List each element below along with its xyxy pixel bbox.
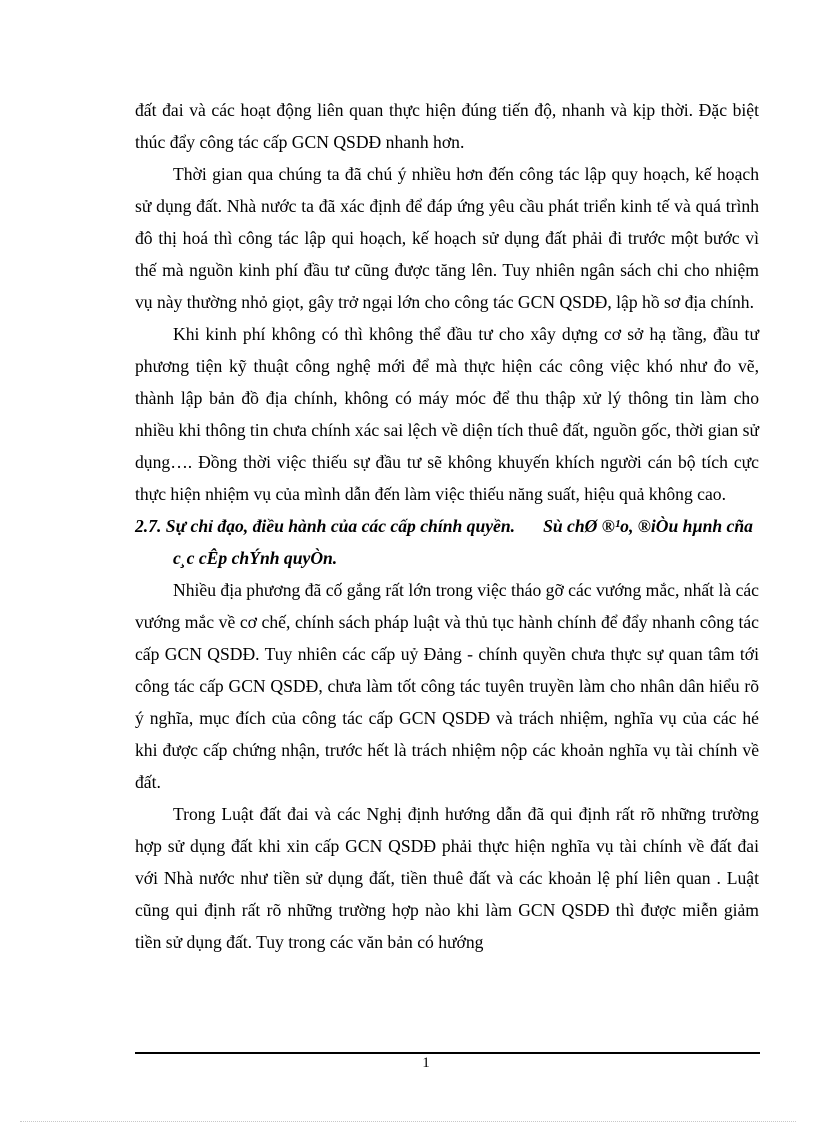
text-line: nhiên ngân sách chi cho nhiệm vụ này thường nhỏ giọt, gây trở ngại lớn cho [135, 260, 759, 312]
text-line: là trách nhiệm nộp các khoản nghĩa vụ tài chính về đất. [135, 740, 760, 792]
text-line: khuyến khích người cán bộ tích cực thực hiện nhiệm vụ của mình dẫn đến làm [135, 452, 759, 504]
paragraph-land-law [135, 798, 759, 958]
text-line: QSDĐ và trách nhiệm, nghĩa vụ của các hé khi được cấp chứng nhận, trước hết [135, 708, 759, 760]
text-line: đất, nguồn gốc, thời gian sử dụng…. Đồng thời việc thiếu sự đầu tư sẽ không [135, 420, 759, 472]
text-line: chưa thực sự quan tâm tới công tác cấp GCN QSDĐ, chưa làm tốt công tác [135, 644, 759, 696]
document-body [135, 94, 759, 958]
text-line: như đo vẽ, thành lập bản đồ địa chính, không có máy móc để thu thập xử lý [135, 356, 759, 408]
page-number: 1 [422, 1055, 430, 1071]
section-title-garbled-cont: hµnh cña c¸c cÊp chÝnh quyÒn. [173, 516, 753, 568]
section-heading [135, 510, 759, 574]
section-title: Sự chỉ đạo, điều hành của các cấp chính quyền. [165, 516, 516, 536]
text-line: nhất là các vướng mắc về cơ chế, chính sách pháp luật và thủ tục hành chính để [135, 580, 759, 632]
text-line: thời. Đặc biệt thúc đẩy công tác cấp GCN QSDĐ nhanh hơn. [135, 100, 759, 152]
text-line: Khi kinh phí không có thì không thể đầu tư cho xây dựng cơ sở hạ tầng, [173, 324, 707, 344]
text-line: tuyên truyền làm cho nhân dân hiểu rõ ý nghĩa, mục đích của công tác cấp GCN [135, 676, 759, 728]
text-line: chính về đất đai với Nhà nước như tiền sử dụng đất, tiền thuê đất và các khoản [135, 836, 759, 888]
text-line: Nhiều địa phương đã cố gắng rất lớn trong việc tháo gỡ các vướng mắc, [173, 580, 680, 600]
text-line: trường hợp sử dụng đất khi xin cấp GCN QSDĐ phải thực hiện nghĩa vụ tài [135, 804, 759, 856]
section-title-garbled: Sù chØ ®¹o, ®iÒu [543, 516, 679, 536]
text-line: hoạch sử dụng đất. Nhà nước ta đã xác định để đáp ứng yêu cầu phát triển kinh [135, 164, 759, 216]
paragraph-localities [135, 574, 759, 798]
section-number: 2.7. [135, 516, 162, 536]
paragraph-funding [135, 318, 759, 510]
paragraph-continuation [135, 94, 759, 158]
text-line: tế và quá trình đô thị hoá thì công tác lập qui hoạch, kế hoạch sử dụng đất phải [135, 196, 760, 248]
paragraph-planning [135, 158, 759, 318]
text-line: đầu tư phương tiện kỹ thuật công nghệ mới để mà thực hiện các công việc khó [135, 324, 759, 376]
text-line: đi trước một bước vì thế mà nguồn kinh phí đầu tư cũng được tăng lên. Tuy [135, 228, 759, 280]
text-line: đẩy nhanh công tác cấp GCN QSDĐ. Tuy nhiên các cấp uỷ Đảng - chính quyền [135, 612, 759, 664]
text-line: lệ phí liên quan . Luật cũng qui định rất rõ những trường hợp nào khi làm GCN [135, 868, 759, 920]
text-line: QSDĐ thì được miễn giảm tiền sử dụng đất. Tuy trong các văn bản có hướng [135, 900, 759, 952]
page-edge-dotted-border [20, 1121, 796, 1122]
text-line: đất đai và các hoạt động liên quan thực hiện đúng tiến độ, nhanh và kịp [135, 100, 656, 120]
text-line: việc thiếu năng suất, hiệu quả không cao. [435, 484, 726, 504]
text-line: công tác GCN QSDĐ, lập hồ sơ địa chính. [454, 292, 754, 312]
text-line: thông tin làm cho nhiều khi thông tin chưa chính xác sai lệch về diện tích thuê [135, 388, 759, 440]
text-line: Trong Luật đất đai và các Nghị định hướng dẫn đã qui định rất rõ những [173, 804, 706, 824]
text-line: Thời gian qua chúng ta đã chú ý nhiều hơn đến công tác lập quy hoạch, kế [173, 164, 712, 184]
